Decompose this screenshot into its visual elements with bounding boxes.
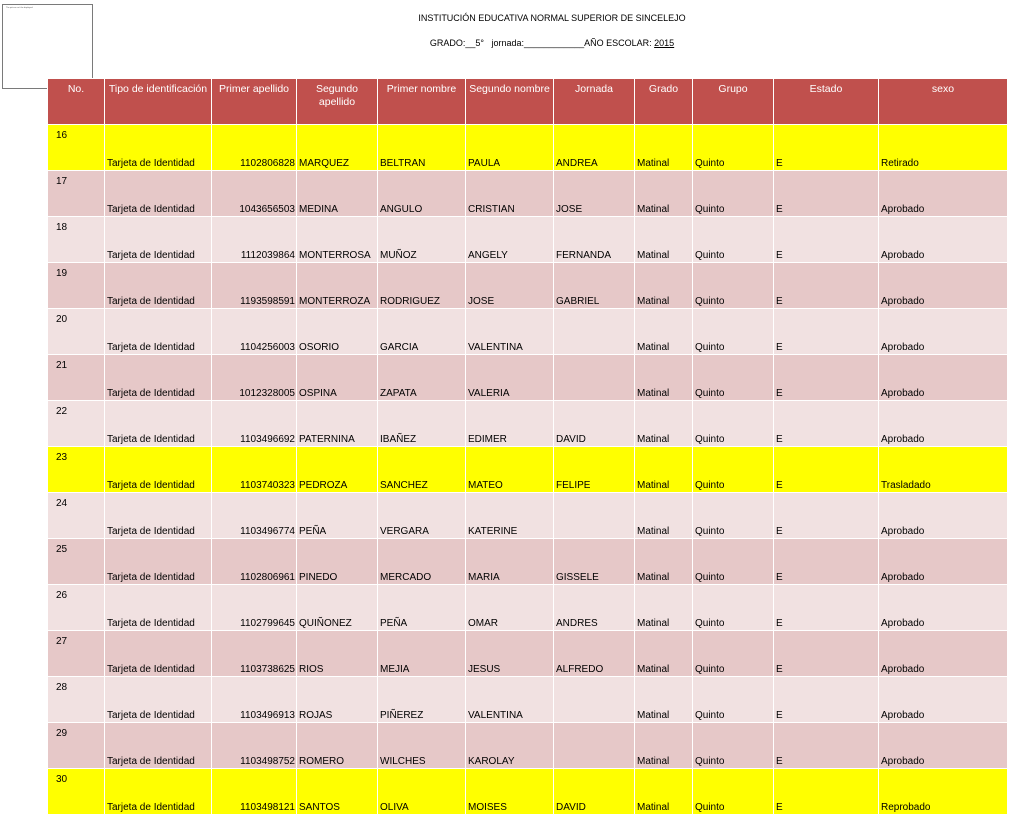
- second-name-cell: ALFREDO: [554, 631, 635, 677]
- id-type-cell: Tarjeta de Identidad: [105, 217, 212, 263]
- first-name-cell: PAULA: [466, 125, 554, 171]
- first-name-cell: VALENTINA: [466, 309, 554, 355]
- shift-cell: Matinal: [635, 447, 693, 493]
- id-type-cell: Tarjeta de Identidad: [105, 723, 212, 769]
- status-cell: Aprobado: [879, 585, 1008, 631]
- grade-cell: Quinto: [693, 723, 774, 769]
- table-row: [48, 309, 1008, 355]
- student-number-cell: 20: [48, 309, 105, 355]
- group-cell: E: [774, 171, 879, 217]
- second-surname-cell: PEÑA: [378, 585, 466, 631]
- grade-cell: Quinto: [693, 263, 774, 309]
- id-number-cell: 1103498121: [212, 769, 297, 815]
- first-surname-cell: MARQUEZ: [297, 125, 378, 171]
- id-number-cell: 1193598591: [212, 263, 297, 309]
- table-row: [48, 723, 1008, 769]
- table-row: [48, 263, 1008, 309]
- status-cell: Aprobado: [879, 677, 1008, 723]
- second-name-cell: JOSE: [554, 171, 635, 217]
- id-type-cell: Tarjeta de Identidad: [105, 263, 212, 309]
- second-name-cell: [554, 723, 635, 769]
- first-name-cell: KAROLAY: [466, 723, 554, 769]
- group-cell: E: [774, 585, 879, 631]
- group-cell: E: [774, 631, 879, 677]
- id-number-cell: 1043656503: [212, 171, 297, 217]
- first-name-cell: VALENTINA: [466, 677, 554, 723]
- status-cell: Trasladado: [879, 447, 1008, 493]
- shift-cell: Matinal: [635, 171, 693, 217]
- first-name-cell: VALERIA: [466, 355, 554, 401]
- id-number-cell: 1102806828: [212, 125, 297, 171]
- status-cell: Aprobado: [879, 539, 1008, 585]
- student-number-cell: 18: [48, 217, 105, 263]
- id-type-cell: Tarjeta de Identidad: [105, 493, 212, 539]
- shift-cell: Matinal: [635, 263, 693, 309]
- id-number-cell: 1012328005: [212, 355, 297, 401]
- first-surname-cell: SANTOS: [297, 769, 378, 815]
- id-type-cell: Tarjeta de Identidad: [105, 677, 212, 723]
- shift-cell: Matinal: [635, 677, 693, 723]
- shift-cell: Matinal: [635, 309, 693, 355]
- status-cell: Aprobado: [879, 263, 1008, 309]
- column-header: Tipo de identificación: [105, 79, 212, 125]
- student-number-cell: 16: [48, 125, 105, 171]
- column-header: Segundo apellido: [297, 79, 378, 125]
- institution-title: [40, 13, 1024, 23]
- table-row: [48, 401, 1008, 447]
- first-name-cell: MATEO: [466, 447, 554, 493]
- id-number-cell: 1103496774: [212, 493, 297, 539]
- shift-cell: Matinal: [635, 125, 693, 171]
- first-surname-cell: PEDROZA: [297, 447, 378, 493]
- grade-cell: Quinto: [693, 355, 774, 401]
- status-cell: Aprobado: [879, 723, 1008, 769]
- school-info-line: [40, 38, 1024, 48]
- grade-cell: Quinto: [693, 217, 774, 263]
- group-cell: E: [774, 447, 879, 493]
- status-cell: Reprobado: [879, 769, 1008, 815]
- group-cell: E: [774, 263, 879, 309]
- table-header-row: [48, 79, 1008, 125]
- group-cell: E: [774, 769, 879, 815]
- grade-cell: Quinto: [693, 631, 774, 677]
- table-row: [48, 493, 1008, 539]
- second-name-cell: FELIPE: [554, 447, 635, 493]
- table-body: [48, 125, 1008, 815]
- status-cell: Aprobado: [879, 493, 1008, 539]
- second-name-cell: [554, 355, 635, 401]
- first-surname-cell: PATERNINA: [297, 401, 378, 447]
- status-cell: Aprobado: [879, 309, 1008, 355]
- shift-cell: Matinal: [635, 217, 693, 263]
- grade-cell: Quinto: [693, 585, 774, 631]
- second-surname-cell: MERCADO: [378, 539, 466, 585]
- column-header: Jornada: [554, 79, 635, 125]
- second-name-cell: [554, 309, 635, 355]
- column-header: Primer nombre: [378, 79, 466, 125]
- status-cell: Aprobado: [879, 631, 1008, 677]
- status-cell: Aprobado: [879, 171, 1008, 217]
- first-surname-cell: PINEDO: [297, 539, 378, 585]
- group-cell: E: [774, 125, 879, 171]
- first-name-cell: ANGELY: [466, 217, 554, 263]
- table-row: [48, 769, 1008, 815]
- second-name-cell: [554, 677, 635, 723]
- column-header: Primer apellido: [212, 79, 297, 125]
- second-name-cell: FERNANDA: [554, 217, 635, 263]
- grado-label: GRADO:: [429, 38, 466, 48]
- shift-cell: Matinal: [635, 401, 693, 447]
- student-number-cell: 22: [48, 401, 105, 447]
- table-row: [48, 539, 1008, 585]
- second-surname-cell: OLIVA: [378, 769, 466, 815]
- status-cell: Aprobado: [879, 355, 1008, 401]
- student-number-cell: 24: [48, 493, 105, 539]
- first-surname-cell: MEDINA: [297, 171, 378, 217]
- student-number-cell: 19: [48, 263, 105, 309]
- second-name-cell: [554, 493, 635, 539]
- id-number-cell: 1102806961: [212, 539, 297, 585]
- second-surname-cell: BELTRAN: [378, 125, 466, 171]
- shift-cell: Matinal: [635, 355, 693, 401]
- student-roster-table: [47, 78, 1008, 815]
- grade-cell: Quinto: [693, 401, 774, 447]
- id-number-cell: 1103496692: [212, 401, 297, 447]
- first-surname-cell: QUIÑONEZ: [297, 585, 378, 631]
- table-row: [48, 631, 1008, 677]
- group-cell: E: [774, 309, 879, 355]
- anio-label: AÑO ESCOLAR:: [584, 38, 652, 48]
- column-header: No.: [48, 79, 105, 125]
- group-cell: E: [774, 355, 879, 401]
- first-name-cell: KATERINE: [466, 493, 554, 539]
- id-type-cell: Tarjeta de Identidad: [105, 309, 212, 355]
- shift-cell: Matinal: [635, 769, 693, 815]
- student-number-cell: 25: [48, 539, 105, 585]
- table-row: [48, 355, 1008, 401]
- grade-cell: Quinto: [693, 171, 774, 217]
- id-type-cell: Tarjeta de Identidad: [105, 769, 212, 815]
- shift-cell: Matinal: [635, 493, 693, 539]
- status-cell: Aprobado: [879, 401, 1008, 447]
- first-surname-cell: MONTERROSA: [297, 217, 378, 263]
- table-row: [48, 677, 1008, 723]
- jornada-value: ____________: [524, 38, 585, 48]
- id-type-cell: Tarjeta de Identidad: [105, 125, 212, 171]
- second-surname-cell: PIÑEREZ: [378, 677, 466, 723]
- student-number-cell: 30: [48, 769, 105, 815]
- shift-cell: Matinal: [635, 539, 693, 585]
- table-row: [48, 125, 1008, 171]
- id-number-cell: 1103496913: [212, 677, 297, 723]
- id-type-cell: Tarjeta de Identidad: [105, 355, 212, 401]
- id-type-cell: Tarjeta de Identidad: [105, 401, 212, 447]
- group-cell: E: [774, 401, 879, 447]
- grade-cell: Quinto: [693, 309, 774, 355]
- first-name-cell: EDIMER: [466, 401, 554, 447]
- jornada-label: jornada:: [491, 38, 525, 48]
- id-number-cell: 1102799645: [212, 585, 297, 631]
- second-name-cell: DAVID: [554, 769, 635, 815]
- student-number-cell: 29: [48, 723, 105, 769]
- second-name-cell: ANDRES: [554, 585, 635, 631]
- id-number-cell: 1103498752: [212, 723, 297, 769]
- id-number-cell: 1103740323: [212, 447, 297, 493]
- first-surname-cell: OSPINA: [297, 355, 378, 401]
- table-row: [48, 171, 1008, 217]
- shift-cell: Matinal: [635, 585, 693, 631]
- first-surname-cell: RIOS: [297, 631, 378, 677]
- group-cell: E: [774, 677, 879, 723]
- first-surname-cell: ROMERO: [297, 723, 378, 769]
- id-type-cell: Tarjeta de Identidad: [105, 631, 212, 677]
- first-name-cell: JESUS: [466, 631, 554, 677]
- second-surname-cell: GARCIA: [378, 309, 466, 355]
- grade-cell: Quinto: [693, 769, 774, 815]
- first-name-cell: CRISTIAN: [466, 171, 554, 217]
- second-surname-cell: VERGARA: [378, 493, 466, 539]
- first-surname-cell: PEÑA: [297, 493, 378, 539]
- student-number-cell: 23: [48, 447, 105, 493]
- first-name-cell: OMAR: [466, 585, 554, 631]
- column-header: Segundo nombre: [466, 79, 554, 125]
- student-number-cell: 26: [48, 585, 105, 631]
- student-number-cell: 28: [48, 677, 105, 723]
- group-cell: E: [774, 539, 879, 585]
- column-header: sexo: [879, 79, 1008, 125]
- grade-cell: Quinto: [693, 125, 774, 171]
- grade-cell: Quinto: [693, 677, 774, 723]
- table-row: [48, 217, 1008, 263]
- second-surname-cell: MEJIA: [378, 631, 466, 677]
- id-type-cell: Tarjeta de Identidad: [105, 539, 212, 585]
- first-surname-cell: MONTERROZA: [297, 263, 378, 309]
- second-surname-cell: MUÑOZ: [378, 217, 466, 263]
- second-surname-cell: WILCHES: [378, 723, 466, 769]
- grade-cell: Quinto: [693, 493, 774, 539]
- logo-caption: The picture can't be displayed.: [6, 7, 34, 9]
- student-number-cell: 27: [48, 631, 105, 677]
- shift-cell: Matinal: [635, 631, 693, 677]
- grado-value: __5°: [465, 38, 484, 48]
- id-number-cell: 1103738625: [212, 631, 297, 677]
- id-type-cell: Tarjeta de Identidad: [105, 585, 212, 631]
- id-type-cell: Tarjeta de Identidad: [105, 171, 212, 217]
- student-number-cell: 17: [48, 171, 105, 217]
- student-number-cell: 21: [48, 355, 105, 401]
- group-cell: E: [774, 493, 879, 539]
- column-header: Grupo: [693, 79, 774, 125]
- institution-name: INSTITUCIÓN EDUCATIVA NORMAL SUPERIOR DE SINCELEJO: [418, 13, 686, 23]
- column-header: Estado: [774, 79, 879, 125]
- id-type-cell: Tarjeta de Identidad: [105, 447, 212, 493]
- first-surname-cell: ROJAS: [297, 677, 378, 723]
- table-row: [48, 585, 1008, 631]
- second-surname-cell: RODRIGUEZ: [378, 263, 466, 309]
- second-surname-cell: ZAPATA: [378, 355, 466, 401]
- second-name-cell: GISSELE: [554, 539, 635, 585]
- first-name-cell: MARIA: [466, 539, 554, 585]
- first-name-cell: JOSE: [466, 263, 554, 309]
- second-name-cell: DAVID: [554, 401, 635, 447]
- first-surname-cell: OSORIO: [297, 309, 378, 355]
- table-row: [48, 447, 1008, 493]
- second-surname-cell: ANGULO: [378, 171, 466, 217]
- first-name-cell: MOISES: [466, 769, 554, 815]
- group-cell: E: [774, 723, 879, 769]
- grade-cell: Quinto: [693, 447, 774, 493]
- shift-cell: Matinal: [635, 723, 693, 769]
- status-cell: Retirado: [879, 125, 1008, 171]
- column-header: Grado: [635, 79, 693, 125]
- anio-value: 2015: [654, 38, 675, 48]
- id-number-cell: 1112039864: [212, 217, 297, 263]
- status-cell: Aprobado: [879, 217, 1008, 263]
- grade-cell: Quinto: [693, 539, 774, 585]
- second-name-cell: GABRIEL: [554, 263, 635, 309]
- id-number-cell: 1104256003: [212, 309, 297, 355]
- second-surname-cell: SANCHEZ: [378, 447, 466, 493]
- second-name-cell: ANDREA: [554, 125, 635, 171]
- second-surname-cell: IBAÑEZ: [378, 401, 466, 447]
- group-cell: E: [774, 217, 879, 263]
